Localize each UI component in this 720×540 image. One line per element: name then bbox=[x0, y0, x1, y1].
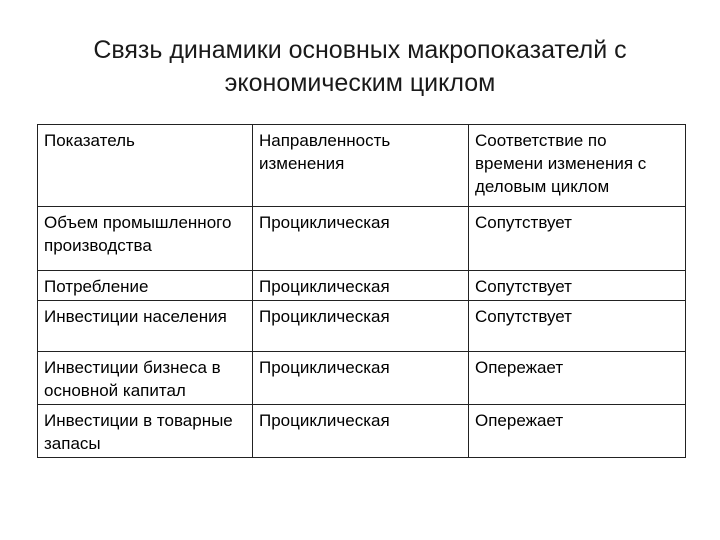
timing-cell: Сопутствует bbox=[469, 271, 686, 301]
slide-title-line-1: Связь динамики основных макропоказателй с bbox=[93, 36, 627, 64]
slide-title bbox=[0, 34, 720, 100]
table-row bbox=[38, 271, 686, 301]
table-row bbox=[38, 352, 686, 405]
direction-cell: Проциклическая bbox=[253, 405, 469, 458]
timing-cell: Сопутствует bbox=[469, 207, 686, 271]
header-cell-indicator: Показатель bbox=[38, 125, 253, 207]
macro-indicators-table bbox=[37, 124, 686, 458]
indicator-cell: Объем промышленного производства bbox=[38, 207, 253, 271]
indicator-cell: Инвестиции бизнеса в основной капитал bbox=[38, 352, 253, 405]
indicator-cell: Инвестиции населения bbox=[38, 301, 253, 352]
table-row bbox=[38, 301, 686, 352]
table-header-row bbox=[38, 125, 686, 207]
direction-cell: Проциклическая bbox=[253, 352, 469, 405]
slide-title-line-2: экономическим циклом bbox=[224, 69, 496, 97]
direction-cell: Проциклическая bbox=[253, 207, 469, 271]
timing-cell: Сопутствует bbox=[469, 301, 686, 352]
direction-cell: Проциклическая bbox=[253, 301, 469, 352]
indicator-cell: Потребление bbox=[38, 271, 253, 301]
table-row bbox=[38, 405, 686, 458]
indicator-cell: Инвестиции в товарные запасы bbox=[38, 405, 253, 458]
direction-cell: Проциклическая bbox=[253, 271, 469, 301]
timing-cell: Опережает bbox=[469, 405, 686, 458]
header-cell-timing: Соответствие по времени изменения с деловым циклом bbox=[469, 125, 686, 207]
header-cell-direction: Направленность изменения bbox=[253, 125, 469, 207]
table-row bbox=[38, 207, 686, 271]
timing-cell: Опережает bbox=[469, 352, 686, 405]
